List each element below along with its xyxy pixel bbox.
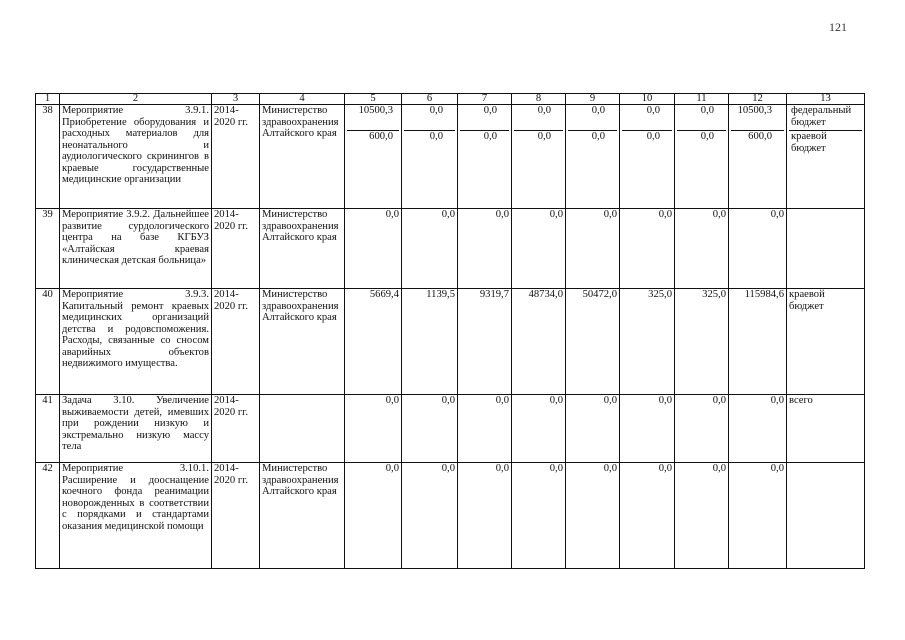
value-cell: 0,0 — [675, 209, 729, 289]
value-cell: 0,0 — [675, 395, 729, 463]
row-name: Мероприятие 3.9.2. Дальнейшее развитие сурдологического центра на базе КГБУЗ «Алтайская краевая клиническая детская больница» — [60, 209, 212, 289]
value-cell: 0,0 — [566, 209, 620, 289]
funding-source — [787, 209, 865, 289]
row-number: 41 — [36, 395, 60, 463]
funding-source: всего — [787, 395, 865, 463]
value-cell: 10500,3 600,0 — [345, 105, 402, 209]
funding-source: федеральный бюджет краевой бюджет — [787, 105, 865, 209]
funding-source — [787, 463, 865, 569]
header-cell: 1 — [36, 94, 60, 105]
row-name: Мероприятие 3.9.3. Капитальный ремонт краевых медицинских организаций детства и родовспоможения. Расходы, связанные со сносом аварийных объектов недвижимого имущества. — [60, 289, 212, 395]
value-cell: 325,0 — [620, 289, 675, 395]
value-cell: 0,0 — [512, 209, 566, 289]
row-period: 2014-2020 гг. — [212, 289, 260, 395]
row-number: 38 — [36, 105, 60, 209]
value-cell: 0,0 — [345, 395, 402, 463]
table-row — [36, 289, 865, 395]
header-cell: 11 — [675, 94, 729, 105]
header-cell: 10 — [620, 94, 675, 105]
value-cell: 0,0 — [512, 395, 566, 463]
value-cell: 0,0 — [729, 395, 787, 463]
value-cell: 0,0 0,0 — [402, 105, 458, 209]
row-number: 42 — [36, 463, 60, 569]
value-cell: 5669,4 — [345, 289, 402, 395]
value-cell: 0,0 — [345, 463, 402, 569]
header-cell: 12 — [729, 94, 787, 105]
value-cell: 0,0 — [402, 209, 458, 289]
header-cell: 5 — [345, 94, 402, 105]
header-cell: 2 — [60, 94, 212, 105]
value-cell: 50472,0 — [566, 289, 620, 395]
row-period: 2014-2020 гг. — [212, 395, 260, 463]
row-executor: Министерство здравоохранения Алтайского края — [260, 463, 345, 569]
program-table — [35, 93, 865, 569]
value-cell: 0,0 0,0 — [566, 105, 620, 209]
value-cell: 0,0 — [458, 395, 512, 463]
value-cell: 0,0 0,0 — [512, 105, 566, 209]
header-cell: 4 — [260, 94, 345, 105]
value-cell: 0,0 0,0 — [675, 105, 729, 209]
value-cell: 0,0 — [675, 463, 729, 569]
value-cell: 0,0 — [566, 395, 620, 463]
row-period: 2014-2020 гг. — [212, 209, 260, 289]
table-row — [36, 463, 865, 569]
header-cell: 9 — [566, 94, 620, 105]
table-row — [36, 209, 865, 289]
value-cell: 1139,5 — [402, 289, 458, 395]
value-cell: 0,0 0,0 — [458, 105, 512, 209]
value-cell: 10500,3 600,0 — [729, 105, 787, 209]
value-cell: 0,0 0,0 — [620, 105, 675, 209]
value-cell: 0,0 — [620, 463, 675, 569]
value-cell: 48734,0 — [512, 289, 566, 395]
row-name: Задача 3.10. Увеличение выживаемости детей, имевших при рождении низкую и экстремально низкую массу тела — [60, 395, 212, 463]
value-cell: 0,0 — [458, 209, 512, 289]
row-period: 2014-2020 гг. — [212, 463, 260, 569]
row-executor: Министерство здравоохранения Алтайского края — [260, 105, 345, 209]
row-name: Мероприятие 3.10.1. Расширение и дооснащение коечного фонда реанимации новорожденных в соответствии с порядками и стандартами оказания медицинской помощи — [60, 463, 212, 569]
header-cell: 6 — [402, 94, 458, 105]
funding-source: краевой бюджет — [787, 289, 865, 395]
row-executor: Министерство здравоохранения Алтайского края — [260, 209, 345, 289]
table-row — [36, 395, 865, 463]
header-row — [36, 94, 865, 105]
value-cell: 0,0 — [402, 395, 458, 463]
row-period: 2014-2020 гг. — [212, 105, 260, 209]
row-executor: Министерство здравоохранения Алтайского края — [260, 289, 345, 395]
value-cell: 115984,6 — [729, 289, 787, 395]
value-cell: 0,0 — [402, 463, 458, 569]
value-cell: 0,0 — [566, 463, 620, 569]
table-row — [36, 105, 865, 209]
value-cell: 9319,7 — [458, 289, 512, 395]
row-number: 39 — [36, 209, 60, 289]
row-number: 40 — [36, 289, 60, 395]
value-cell: 325,0 — [675, 289, 729, 395]
row-name: Мероприятие 3.9.1. Приобретение оборудования и расходных материалов для неонатального и аудиологического скринингов в краевые государственные медицинские организации — [60, 105, 212, 209]
value-cell: 0,0 — [729, 463, 787, 569]
row-executor — [260, 395, 345, 463]
value-cell: 0,0 — [458, 463, 512, 569]
header-cell: 13 — [787, 94, 865, 105]
value-cell: 0,0 — [620, 395, 675, 463]
value-cell: 0,0 — [729, 209, 787, 289]
value-cell: 0,0 — [620, 209, 675, 289]
header-cell: 3 — [212, 94, 260, 105]
value-cell: 0,0 — [345, 209, 402, 289]
header-cell: 7 — [458, 94, 512, 105]
header-cell: 8 — [512, 94, 566, 105]
value-cell: 0,0 — [512, 463, 566, 569]
page-number: 121 — [829, 20, 847, 34]
